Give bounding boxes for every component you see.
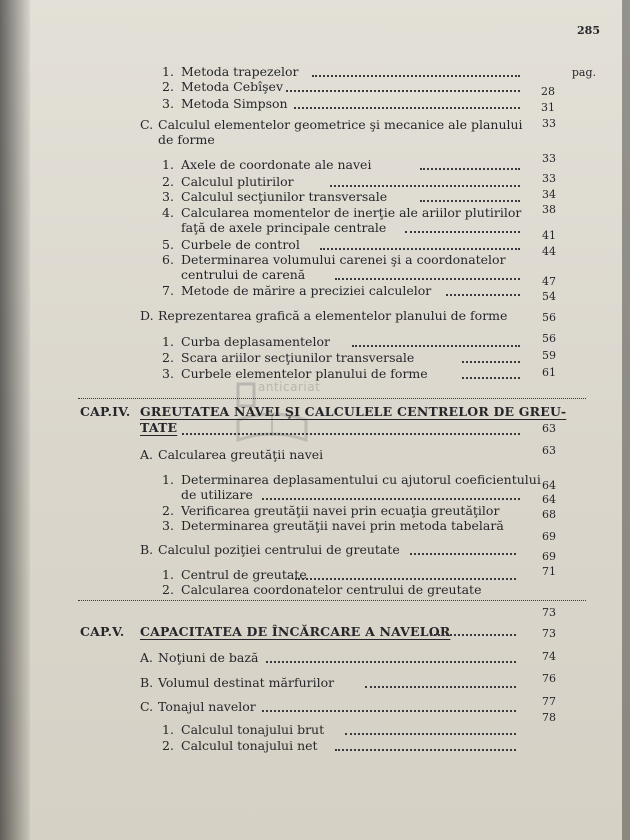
toc-page-number: 47 xyxy=(542,275,556,288)
toc-number: 1. xyxy=(162,64,174,79)
toc-page-number: 64 xyxy=(542,479,556,492)
toc-number: 3. xyxy=(162,366,174,381)
toc-entry-label: Scara ariilor secţiunilor transversale xyxy=(181,350,415,365)
toc-number: 1. xyxy=(162,722,174,737)
chapter-title: CAPACITATEA DE ÎNCĂRCARE A NAVELOR xyxy=(140,624,451,639)
dot-leader xyxy=(405,231,520,233)
dot-leader xyxy=(462,361,520,363)
toc-page-number: 77 xyxy=(542,695,556,708)
toc-page-number: 56 xyxy=(542,311,556,324)
toc-page-number: 44 xyxy=(542,245,556,258)
toc-entry-label: Calculul tonajului net xyxy=(181,738,318,753)
toc-entry-label: Axele de coordonate ale navei xyxy=(181,157,372,172)
dot-leader xyxy=(335,278,520,280)
toc-entry-label: Determinarea deplasamentului cu ajutorul coeficientului xyxy=(181,472,541,487)
dot-leader xyxy=(312,75,520,77)
toc-entry-label: Metoda Cebîşev xyxy=(181,79,284,94)
toc-page-number: 69 xyxy=(542,530,556,543)
chapter-label: CAP.V. xyxy=(80,624,125,639)
dot-leader xyxy=(266,661,516,663)
dot-leader xyxy=(420,168,520,170)
toc-page-number: 73 xyxy=(542,627,556,640)
toc-page-number: 69 xyxy=(542,550,556,563)
section-letter: C. xyxy=(140,117,154,132)
toc-number: 5. xyxy=(162,237,174,252)
toc-page-number: 74 xyxy=(542,650,556,663)
toc-page-number: 71 xyxy=(542,565,556,578)
toc-number: 4. xyxy=(162,205,174,220)
section-title: Reprezentarea grafică a elementelor planului de forme xyxy=(158,308,508,323)
chapter-title-continued: TATE xyxy=(140,420,178,435)
page-gutter-shadow xyxy=(0,0,30,840)
toc-entry-label-continued: de utilizare xyxy=(181,487,253,502)
toc-entry-label: Curbele elementelor planului de forme xyxy=(181,366,428,381)
toc-page-number: pag. xyxy=(571,66,596,79)
dot-leader xyxy=(462,377,520,379)
toc-number: 2. xyxy=(162,503,174,518)
toc-entry-label: Calcularea momentelor de inerţie ale ariilor plutirilor xyxy=(181,205,522,220)
toc-number: 2. xyxy=(162,174,174,189)
dot-leader xyxy=(430,634,516,636)
toc-entry-label-continued: faţă de axele principale centrale xyxy=(181,220,387,235)
toc-number: 2. xyxy=(162,350,174,365)
dot-leader xyxy=(345,733,516,735)
section-letter: A. xyxy=(140,650,154,665)
toc-entry-label: Calculul secţiunilor transversale xyxy=(181,189,388,204)
section-letter: D. xyxy=(140,308,154,323)
dot-leader xyxy=(294,107,520,109)
section-letter: B. xyxy=(140,675,154,690)
chapter-separator xyxy=(78,398,586,399)
toc-page-number: 59 xyxy=(542,349,556,362)
toc-page-number: 73 xyxy=(542,606,556,619)
toc-entry-label: Verificarea greutăţii navei prin ecuaţia greutăţilor xyxy=(181,503,500,518)
toc-entry-label-continued: centrului de carenă xyxy=(181,267,306,282)
dot-leader xyxy=(262,710,516,712)
dot-leader xyxy=(330,185,520,187)
toc-page-number: 28 xyxy=(541,85,555,98)
toc-number: 1. xyxy=(162,567,174,582)
page-number: 285 xyxy=(577,24,600,37)
chapter-separator xyxy=(78,600,586,601)
toc-entry-label: Metoda trapezelor xyxy=(181,64,299,79)
toc-page-number: 63 xyxy=(542,422,556,435)
toc-entry-label: Calcularea coordonatelor centrului de greutate xyxy=(181,582,482,597)
toc-page-number: 38 xyxy=(542,203,556,216)
toc-page-number: 68 xyxy=(542,508,556,521)
section-title: Calculul elementelor geometrice şi mecanice ale planului xyxy=(158,117,523,132)
toc-number: 3. xyxy=(162,189,174,204)
toc-page-number: 76 xyxy=(542,672,556,685)
toc-entry-label: Determinarea volumului carenei şi a coordonatelor xyxy=(181,252,506,267)
section-title: Tonajul navelor xyxy=(158,699,256,714)
dot-leader xyxy=(446,294,520,296)
chapter-title: GREUTATEA NAVEI ŞI CALCULELE CENTRELOR DE GREU- xyxy=(140,404,567,419)
toc-entry-label: Determinarea greutăţii navei prin metoda tabelară xyxy=(181,518,504,533)
section-title: Calcularea greutăţii navei xyxy=(158,447,324,462)
toc-number: 2. xyxy=(162,738,174,753)
toc-page-number: 33 xyxy=(542,117,556,130)
toc-page-number: 54 xyxy=(542,290,556,303)
toc-page-number: 63 xyxy=(542,444,556,457)
toc-number: 1. xyxy=(162,472,174,487)
section-title: Noţiuni de bază xyxy=(158,650,259,665)
toc-number: 3. xyxy=(162,96,174,111)
toc-entry-label: Calculul tonajului brut xyxy=(181,722,325,737)
toc-page-number: 56 xyxy=(542,332,556,345)
toc-number: 3. xyxy=(162,518,174,533)
dot-leader xyxy=(295,578,516,580)
toc-page-number: 33 xyxy=(542,152,556,165)
toc-number: 2. xyxy=(162,79,174,94)
dot-leader xyxy=(286,90,520,92)
section-title-continued: de forme xyxy=(158,132,215,147)
dot-leader xyxy=(410,553,516,555)
page-edge-shadow xyxy=(622,0,630,840)
toc-number: 1. xyxy=(162,334,174,349)
dot-leader xyxy=(420,200,520,202)
toc-page-number: 41 xyxy=(542,229,556,242)
toc-page-number: 31 xyxy=(541,101,555,114)
dot-leader xyxy=(262,498,520,500)
toc-page-number: 78 xyxy=(542,711,556,724)
toc-entry-label: Curba deplasamentelor xyxy=(181,334,330,349)
toc-entry-label: Curbele de control xyxy=(181,237,300,252)
toc-entry-label: Calculul plutirilor xyxy=(181,174,294,189)
toc-number: 1. xyxy=(162,157,174,172)
section-letter: A. xyxy=(140,447,154,462)
toc-page-number: 64 xyxy=(542,493,556,506)
watermark-text: anticariat xyxy=(258,380,321,394)
section-title: Calculul poziţiei centrului de greutate xyxy=(158,542,400,557)
toc-entry-label: Centrul de greutate xyxy=(181,567,307,582)
dot-leader xyxy=(335,749,516,751)
toc-number: 2. xyxy=(162,582,174,597)
toc-page-number: 33 xyxy=(542,172,556,185)
toc-entry-label: Metode de mărire a preciziei calculelor xyxy=(181,283,432,298)
toc-page-number: 34 xyxy=(542,188,556,201)
toc-number: 6. xyxy=(162,252,174,267)
toc-entry-label: Metoda Simpson xyxy=(181,96,288,111)
section-title: Volumul destinat mărfurilor xyxy=(158,675,335,690)
section-letter: C. xyxy=(140,699,154,714)
dot-leader xyxy=(352,345,520,347)
dot-leader xyxy=(365,686,516,688)
dot-leader xyxy=(320,248,520,250)
toc-number: 7. xyxy=(162,283,174,298)
dot-leader xyxy=(182,433,520,435)
section-letter: B. xyxy=(140,542,154,557)
toc-page-number: 61 xyxy=(542,366,556,379)
chapter-label: CAP.IV. xyxy=(80,404,131,419)
